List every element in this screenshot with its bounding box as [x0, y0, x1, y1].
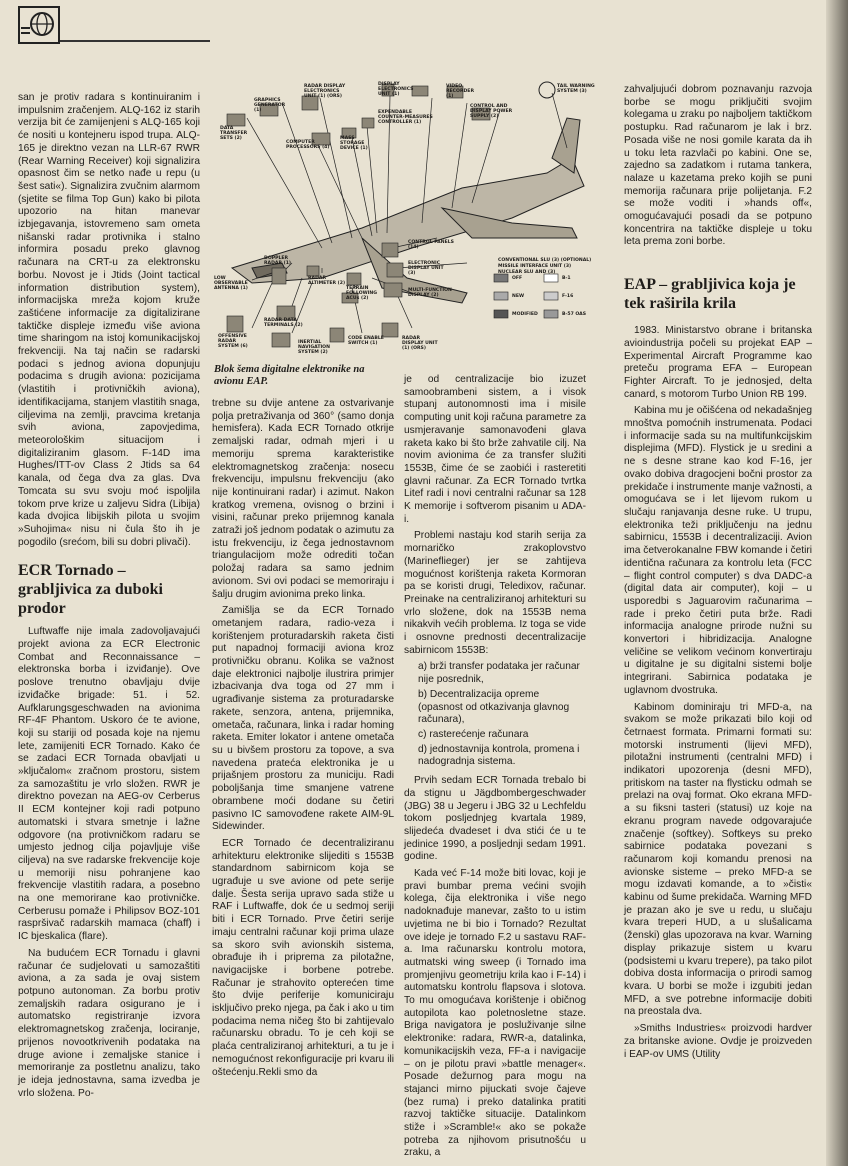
label-terrain-following: TERRAIN FOLLOWING ACUs (2): [346, 286, 378, 301]
label-missile-interface: MISSILE INTERFACE UNIT (3): [498, 264, 572, 269]
col1-paragraph-2: Luftwaffe nije imala zadovoljavajući projekt aviona za ECR Electronic Combat and Reconnaissance – elektronska borba i izviđanje). Ove poslove trenutno obavljaju dvije izviđačke brigade: 51. i 52. Aufklarungsgeschwaden na avionima RF-4F Phantom. Uskoro će te avione, koji su stariji od posada koje na njemu lete, zamijeniti ECR Tornado. Kako će se zadaci ECR Tornada obavljati u »ključalom« zračnom prostoru, sistem za samozaštitu je vrlo složen. RWR je direktno povezan na AEG-ov Cerberus II ECM kontejner koji radi potpuno automatski i stvara smetnje i lažne odgovore (na protivničkom radaru se umjesto jednog cilja pojavljuje više ciljeva) na sve radarske frekvencije koje u memoriji nisu pohranjene kao frekvencije vlastitih radara, a posebno na one memorirane kao protivničke. Cerberusu pomaže i Philipsov BOZ-101 raspršivač radarskih mamaca (chaff) i IC bjeskalica (flare).: [18, 626, 200, 943]
col1-paragraph-1: san je protiv radara s kontinuiranim i impulsnim zračenjem. ALQ-162 iz starih verzija bit će zamijenjeni s ALQ-165 koji će nositi u kontejneru ispod trupa. ALQ-165 je direktno vezan na LLR-67 RWR (Rear Warning Receiver) koji signalizira opasnost čim se netko nađe u repu (u šest sati«). Signalizira zvučnim alarmom (sjetite se filma Top Gun) kako bi pilota upozorio na hitan manevar izbjegavanja, istovremeno sam ometa nišanski radar protivnika i stalno informira posadu preko glavnog računara na CRT-u za elektronsku borbu. Novost je i Jtids (Joint tactical information distribution system), informacijska mreža kojom kruže zaštićene informacije za digitalizirane taktičke displeje između više aviona time sharingom na istoj komunikacijskoj frekvenciji. Na taj način se radarski podaci s jednog aviona dopunjuju podacima s drugih aviona: pozicijama (vlastitih i protivničkih aviona), identifikacijama, stanjem vlastitih snaga, ciljevima na zemlji, pravcima kretanja svih aviona, zapovjedima, meteorološkim situacijom i digitaliziranim glasom. F-14D ima Hughes/ITT-ov Class 2 Jtids sa 64 kanala, od čega dva za glas. Dva Tomcata su svu svoju moć ispoljila tokom prve krize u zaljevu Sidra (Libija) kada dvojica libijskih pilota u svojim »Suhojima« nisu ni čula što ih je pogodilo (srećom, bili su dobri plivači).: [18, 92, 200, 548]
legend-b1: B-1: [562, 276, 571, 281]
column-3: [404, 374, 586, 1164]
globe-icon: [18, 6, 60, 44]
label-data-transfer: DATA TRANSFER SETS (2): [220, 126, 248, 141]
list-item: c) rasterećenje računara: [418, 728, 529, 740]
legend-b57: B-57 OAS: [562, 312, 587, 317]
label-nuclear-slu: NUCLEAR SLU AND (3): [498, 270, 556, 275]
decentralization-list: [404, 661, 586, 769]
label-radar-altimeter: RADAR ALTIMETER (2): [308, 276, 346, 286]
list-item: b) Decentralizacija opreme (opasnost od otkazivanja glavnog računara),: [418, 688, 570, 726]
heading-ecr-tornado: ECR Tornado – grabljivica za duboki prodor: [18, 562, 163, 618]
col3-paragraph-4: Kada već F-14 može biti lovac, koji je pravi bumbar prema većini svojih kolega, čija elektronika i više nego nadoknađuje manevar, zašto to u istim uvjetima ne bi bio i Tornado? Rezultat ove ideje je tornado F.2 u sastavu RAF-a. Ima računarsku kontrolu motora, autmatski wing sweep (i Tornado ima promjenjivu geometriju krila kao i F-14) i automatsku kontrolu flapsova i slotova. To mu omogućava korištenje i običnog autopilota kao poletnosletne staze. Briga navigatora je posluživanje silne elektronike: radara, RWR-a, datalinka, komunikacijskih veza, FF-a i navigacije – on je pilotu pravi »battle menager«. Posade dežurnog para mogu na stajanci mirno pijuckati svoje čajeve (bez ruma) i preko datalinka pratiti razvoj taktičke situacije. Datalinkom stiže i »Scramble!« ako se pokaže potreba za njihovom prisutnošću u zraku, a: [404, 868, 586, 1159]
legend-f16: F-16: [562, 294, 574, 299]
label-electronic-display: ELECTRONIC DISPLAY UNIT (3): [408, 261, 444, 276]
col4-paragraph-1: zahvaljujući dobrom poznavanju razvoja borbe se mogu priključiti svojim kolegama u zraku po najboljem taktičkom postupku. Rad računarom je lak i brz. Posada više ne nosi gomile karata da ih u toku leta razvlači po kabini. One se, zajedno sa zadatkom i rutama tankera, nalaze u kazetama preko kojih se puni memorija računara prije polijetanja. F.2 se može voditi i »hands off«, omogućavajući posadi da se potpuno koncentrira na taktičke displeje u toku leta prema zoni borbe.: [624, 84, 812, 248]
col2-paragraph-3: ECR Tornado će decentraliziranu arhitekturu elektronike slijediti s 1553B standardnom sabirnicom koja se ugrađuje u sve avione od pete serije dalje. Šesta serija upravo sada stiže u RAF i Luftwaffe, dok će u sedmoj seriji biti i ECR Tornado. Prve četiri serije imaju centralni računar koji prima ulaze sa skoro svih avionskih sistema, obrađuje ih i priprema za pilotažne, navigacijske i borbene potrebe. Računar je strahovito opterećen time što dvije periferije komuniciraju isključivo preko njega, pa čak i ako u tim podacima nema ničeg što bi zahtijevalo računarsku obradu. To je ceh koji se plaća centraliziranoj arhitekturi, a tu je i nemogućnost rekonfiguracije pri kvaru ili oštećenju.Rekli smo da: [212, 837, 394, 1078]
label-radar-display-ors: RADAR DISPLAY UNIT (1) (ORS): [402, 336, 438, 351]
col4-paragraph-5: »Smiths Industries« proizvodi hardver za britanske avione. Ovdje je proizveden i EAP-ov UMS (Utility: [624, 1023, 812, 1060]
right-edge-shadow: [826, 0, 848, 1166]
col1-paragraph-3: Na budućem ECR Tornadu i glavni računar će sudjelovati u samozaštiti aviona, a za sada je ovaj sistem potpuno autonoman. Za borbu protiv zemaljskih radara osigurano je i automatsko registriranje izvora elektromagnetskog zračenja, lociranje, prijenos novootkrivenih podataka na druge avione i zemaljske stanice i memoriranje za postletnu analizu, tako je ideja jednostavna, sama izvedba je vrlo složena. Po-: [18, 947, 200, 1099]
column-1: [18, 92, 200, 1104]
column-2: [212, 398, 394, 1083]
heading-eap: EAP – grabljivica koja je tek raširila krila: [624, 276, 796, 313]
label-radar-data-terminals: RADAR DATA TERMINALS (2): [264, 318, 303, 328]
label-computer-processors: COMPUTER PROCESSORS (4): [286, 140, 330, 150]
col4-paragraph-4: Kabinom dominiraju tri MFD-a, na svakom se može prikazati bilo koji od četrnaest formata. Primarni formati su: motorski instrumenti (lijevi MFD), pilotažni instrumenti (centralni MFD) i indikatori upozorenja (desni MFD), pritiskom na taster na flysticku odmah se prelazi na ovaj format. Oko ekrana MFD-a su fiksni tasteri (statusi) uz koje na ekranu program navede odgovarajuće značenje (softkey). Softkeys su preko sabirnice podataka povezani s računarom koji komandu prenosi na avionske sisteme – preko MFD-a se mogu izdavati komande, a to »čisti« kabinu od šume prekidača. Warning MFD je prazan ako je sve u redu, u slučaju kvara treperi HUD, a u slušalicama (ženski) glas upozorava na kvar. Warning display prikazuje sistem u kvaru (podsistemi u kvaru trepere), pa tako pilot dobiva dosta informacija o prirodi samog kvara. U borbi se može i izgubiti jedan MFD, a sve potrebne informacije dobiti na preostala dva.: [624, 701, 812, 1018]
col2-paragraph-1: trebne su dvije antene za ostvarivanje polja pretraživanja od 360° (samo donja hemisfera). Kada ECR Tornado otkrije zemaljski radar, odmah mjeri i u memoriju sprema karakteristike elektromagnetskog zračenja: nosecu frekvenciju, impulsnu frekvenciju (ako nije kontinuirani radar) i azimut. Nakon kratkog vremena, ovisnog o brzini i visini, računar preko prijemnog kanala zatraži još jednom podatak o azimutu za istu frekvenciju, iz čega jednostavnom triangulacijom može odrediti točan položaj radara sa samo jednim avionom. Svi ovi podaci se memoriraju i šalju drugim avionima preko linka.: [212, 398, 394, 600]
header-rule: [60, 40, 210, 42]
label-mass-storage: MASS STORAGE DEVICE (1): [340, 136, 368, 151]
diagram-caption: Blok šema digitalne elektronike na avionu EAP.: [214, 364, 365, 387]
label-control-power: CONTROL AND DISPLAY POWER SUPPLY (2): [470, 104, 513, 119]
label-control-panels: CONTROL PANELS (14): [408, 240, 454, 250]
header-logo: [18, 6, 60, 44]
label-doppler-radar: DOPPLER RADAR (1): [264, 256, 291, 266]
col3-paragraph-3: Prvih sedam ECR Tornada trebalo bi da stignu u Jägdbombergeschwader (JBG) 38 u Jegeru i JBG 32 u Lechfeldu tokom posljednjeg kvartala 1989, slijedeća dvadeset i dva stići će u te jedinice 1990, a posljednji sedam 1991. godine.: [404, 775, 586, 863]
label-radar-display-unit: RADAR DISPLAY ELECTRONICS UNIT (1) (ORS): [304, 84, 346, 99]
col2-paragraph-2: Zamišlja se da ECR Tornado ometanjem radara, radio-veza i korištenjem proturadarskih raketa čisti put napadnoj formaciji aviona kroz protivničku obranu. Kolika se važnost daje elektronici najbolje ilustrira primjer izbacivanja dva toga od 27 mm i ugrađivanje sistema za proturadarske rakete, senzora, antena, prijemnika, ometača, računara, linka i radar homing raketa. Emiter lokator i antene ometača su u bivšem prostoru za topove, a sva navedena prateća elektronika je u prijašnjem prostoru za municiju. Radi poboljšanja time smanjene vatrene obrambene moći dodane su četiri pasivno IC samovođene rakete AIM-9L Sidewinder.: [212, 605, 394, 833]
col4-paragraph-3: Kabina mu je očišćena od nekadašnjeg mnoštva pomoćnih instrumenata. Podaci i informacije sada su na multifunkcijskim displejima (MFD). Flystick je u sredini a ne s desne strane kao kod F-16, jer ovako dobiva dragocjeni bočni prostor za prekidače i instrumente manje važnosti, a omogućava se i let lijevom rukom u slučaju ranjavanja desne ruke. U trupu, elektronika teži priključenju na jednu sabirnicu, 1553B i decentralizaciji. Avion ima četverokanalne FBW komande i četiri identična računara za kontrolu leta (FCC – flight control computer) s dva DADC-a (digital data air computer), koji – u usporedbi s Jaguarovim računarima – rade i preko četiri puta brže. Radi informacija analogne prirode nužni su konvertori i hibridizacija. Analogne veličine se velikom većinom konvertiraju u digitalne je su digitalni sistemi bolje integrirani. Sabirnica podataka je uglavnom dvostruka.: [624, 405, 812, 696]
label-video-recorder: VIDEO RECORDER (1): [446, 84, 474, 99]
label-multi-function: MULTI-FUNCTION DISPLAY (2): [408, 288, 452, 298]
col4-paragraph-2: 1983. Ministarstvo obrane i britanska avioindustrija počeli su projekat EAP – Experimental Aircraft Programme kao preteču programa EFA – European Fighter Aircraft. To je jednosjed, delta canard, s motorom Turbo Union RB 199.: [624, 325, 812, 400]
label-conventional-slu: CONVENTIONAL SLU (3) (OPTIONAL): [498, 258, 592, 263]
legend-off: OFF: [512, 276, 523, 281]
list-item: a) brži transfer podataka jer računar nije posrednik,: [418, 661, 580, 686]
label-expendable: EXPENDABLE COUNTER-MEASURES CONTROLLER (1): [378, 110, 433, 125]
col3-paragraph-1: je od centralizacije bio izuzet samoobrambeni sistem, a i visok stupanj autonomnosti ima i misile computing unit koji računa parametre za usmjeravanje samonavođeni glava raketa kako bi što brže zahvatile cilj. Na novim avionima će za transfer služiti 1553B, čime će se zaobići i rasteretiti glavni računar. Za ECR Tornado tvrtka Litef radi i novi centralni računar sa 128 K memorije i softverom pisanim u ADA-i.: [404, 374, 586, 525]
legend-new: NEW: [512, 294, 525, 299]
legend-modified: MODIFIED: [512, 312, 538, 317]
label-code-enable: CODE ENABLE SWITCH (1): [348, 336, 384, 346]
label-display-electronics: DISPLAY ELECTRONICS UNIT (1): [378, 82, 414, 97]
col3-paragraph-2: Problemi nastaju kod starih serija za mornaričko zrakoplovstvo (Marineflieger) jer se zahtijeva mogućnost korištenja raketa Kormoran pa se koristi drugi, Teledixov, računar. Preinake na centraliziranoj arhitekturi su vrlo složene, dok na 1553B nema nikakvih većih problema. Iz toga se vide i osnovne prednosti decentralizacije sabirnicom 1553B:: [404, 530, 586, 656]
label-inertial-nav: INERTIAL NAVIGATION SYSTEM (2): [298, 340, 330, 355]
label-tail-warning: TAIL WARNING SYSTEM (3): [557, 84, 595, 94]
diagram-eap-electronics: [212, 78, 597, 387]
label-offensive-radar: OFFENSIVE RADAR SYSTEM (6): [218, 334, 248, 349]
list-item: d) jednostavnija kontrola, promena i nadogradnja sistema.: [418, 743, 580, 768]
column-4: [624, 84, 812, 1065]
label-graphics-generator: GRAPHICS GENERATOR (1): [254, 98, 286, 113]
label-low-observable: LOW OBSERVABLE ANTENNA (1): [214, 276, 248, 291]
